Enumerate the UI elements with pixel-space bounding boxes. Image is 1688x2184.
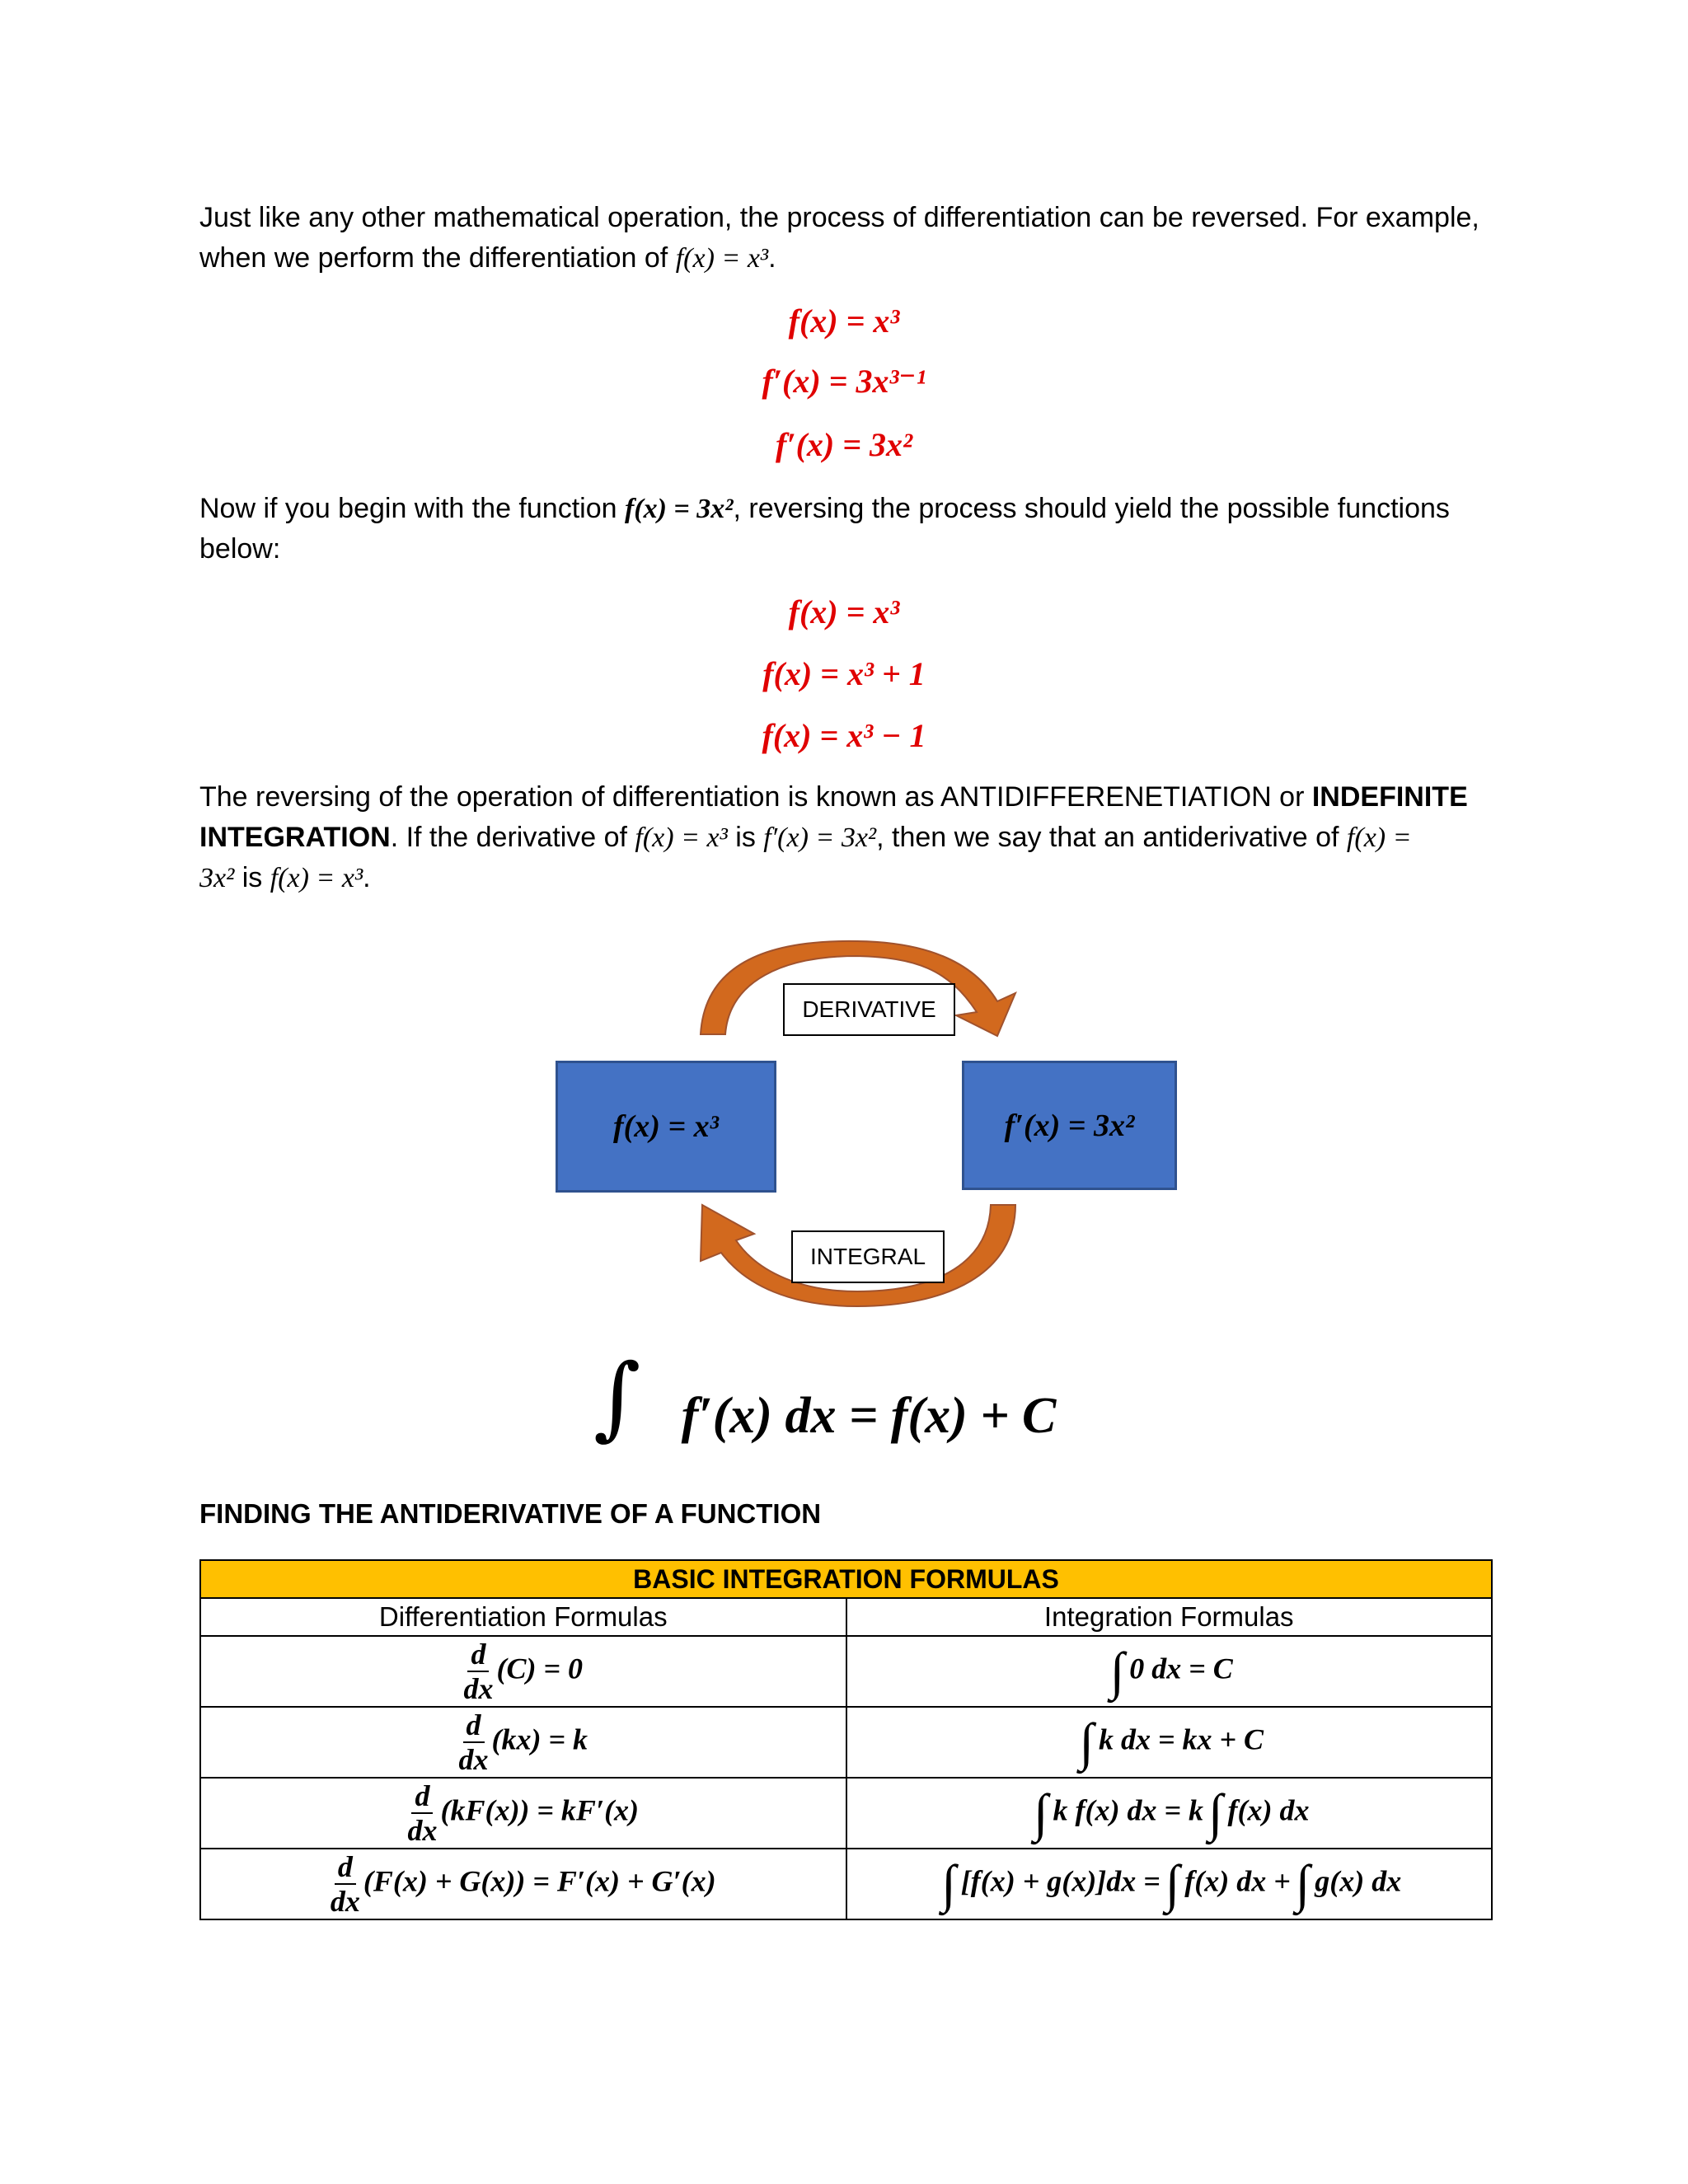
definition-line-2-text: . If the derivative of [390, 822, 635, 853]
diff-formula: (kF(x)) = kF′(x) [440, 1793, 640, 1827]
definition-bold-2: INTEGRATION [199, 822, 391, 853]
reverse-math: f(x) = 3x² [624, 494, 734, 524]
derivative-step-1: f(x) = x³ [788, 302, 900, 340]
definition-line-2-text2: is [727, 822, 764, 853]
function-box: f(x) = x³ [556, 1061, 776, 1193]
derivative-step-2: f′(x) = 3x³⁻¹ [762, 363, 926, 400]
diff-formula: (C) = 0 [496, 1652, 583, 1685]
frac-denominator: dx [463, 1672, 494, 1705]
derivative-box: f′(x) = 3x² [962, 1061, 1177, 1190]
definition-math-3: f(x) = [1346, 823, 1412, 853]
derivative-step-3: f′(x) = 3x² [776, 426, 912, 463]
col-header-differentiation: Differentiation Formulas [200, 1598, 846, 1636]
int-formula-cell [846, 1636, 1493, 1707]
diff-formula-cell [200, 1636, 846, 1707]
derivative-label: DERIVATIVE [783, 983, 955, 1036]
definition-math-1: f(x) = x³ [635, 823, 728, 853]
integral-sign: ∫ [941, 1854, 956, 1913]
reverse-line-2: below: [199, 533, 281, 565]
int-formula: 0 dx = C [1129, 1652, 1233, 1685]
int-formula-part: f(x) dx [1227, 1793, 1310, 1827]
formulas-table [199, 1559, 1493, 1920]
int-formula-part: f(x) dx + [1184, 1864, 1291, 1898]
reverse-text-start: Now if you begin with the function [199, 493, 625, 524]
definition-bold-1: INDEFINITE [1311, 781, 1468, 813]
table-title-row [200, 1560, 1492, 1598]
definition-math-2: f′(x) = 3x² [763, 823, 877, 853]
frac-denominator: dx [458, 1743, 489, 1776]
definition-line-3-text: is [234, 862, 270, 893]
definition-line-1-text: The reversing of the operation of differentiation is known as ANTIDIFFERENETIATION or [199, 781, 1312, 813]
intro-line-2-end: . [768, 242, 776, 274]
diff-formula: (F(x) + G(x)) = F′(x) + G′(x) [363, 1864, 716, 1898]
definition-line-3-end: . [363, 862, 371, 893]
frac-numerator: d [463, 1710, 485, 1743]
table-row [200, 1849, 1492, 1919]
integral-sign: ∫ [1165, 1854, 1180, 1913]
int-formula: k dx = kx + C [1098, 1722, 1264, 1756]
diff-formula-cell [200, 1778, 846, 1849]
frac-numerator: d [467, 1639, 489, 1672]
table-row [200, 1778, 1492, 1849]
int-formula-cell [846, 1849, 1493, 1919]
frac-numerator: d [411, 1781, 433, 1814]
derivative-operator [463, 1639, 493, 1704]
table-row [200, 1707, 1492, 1778]
integral-sign: ∫ [1079, 1713, 1094, 1771]
integral-sign: ∫ [1208, 1783, 1223, 1842]
int-formula-cell [846, 1778, 1493, 1849]
table-title: BASIC INTEGRATION FORMULAS [200, 1560, 1492, 1598]
integral-sign: ∫ [1295, 1854, 1311, 1913]
intro-line-2-text: when we perform the differentiation of [199, 242, 676, 274]
integral-sign: ∫ [1109, 1642, 1125, 1700]
definition-math-5: f(x) = x³ [270, 863, 363, 893]
definition-line-2-text3: , then we say that an antiderivative of [876, 822, 1347, 853]
derivative-operator [459, 1710, 489, 1774]
int-formula-cell [846, 1707, 1493, 1778]
table-row [200, 1636, 1492, 1707]
int-formula-part: g(x) dx [1315, 1864, 1402, 1898]
diff-formula: (kx) = k [491, 1722, 588, 1756]
intro-math: f(x) = x³ [675, 243, 769, 274]
definition-math-4: 3x² [199, 863, 235, 893]
integral-sign: ∫ [593, 1344, 641, 1450]
frac-denominator: dx [407, 1814, 438, 1847]
diff-formula-cell [200, 1707, 846, 1778]
derivative-operator [331, 1852, 360, 1916]
possible-function-2: f(x) = x³ + 1 [762, 655, 926, 692]
table-header-row [200, 1598, 1492, 1636]
int-formula-part: [f(x) + g(x)]dx = [960, 1864, 1160, 1898]
section-heading: FINDING THE ANTIDERIVATIVE OF A FUNCTION [199, 1498, 822, 1529]
frac-numerator: d [335, 1852, 356, 1885]
integral-label: INTEGRAL [791, 1230, 945, 1283]
possible-function-3: f(x) = x³ − 1 [762, 717, 926, 754]
reverse-text-end: , reversing the process should yield the possible functions [733, 493, 1450, 524]
int-formula-part: k f(x) dx = k [1053, 1793, 1203, 1827]
possible-function-1: f(x) = x³ [788, 593, 900, 630]
diff-formula-cell [200, 1849, 846, 1919]
integral-sign: ∫ [1033, 1783, 1048, 1842]
frac-denominator: dx [330, 1885, 360, 1918]
intro-line-1: Just like any other mathematical operation, the process of differentiation can be reversed. For example, [199, 202, 1479, 233]
main-formula: f′(x) dx = f(x) + C [681, 1388, 1057, 1444]
col-header-integration: Integration Formulas [846, 1598, 1493, 1636]
derivative-operator [407, 1781, 437, 1845]
